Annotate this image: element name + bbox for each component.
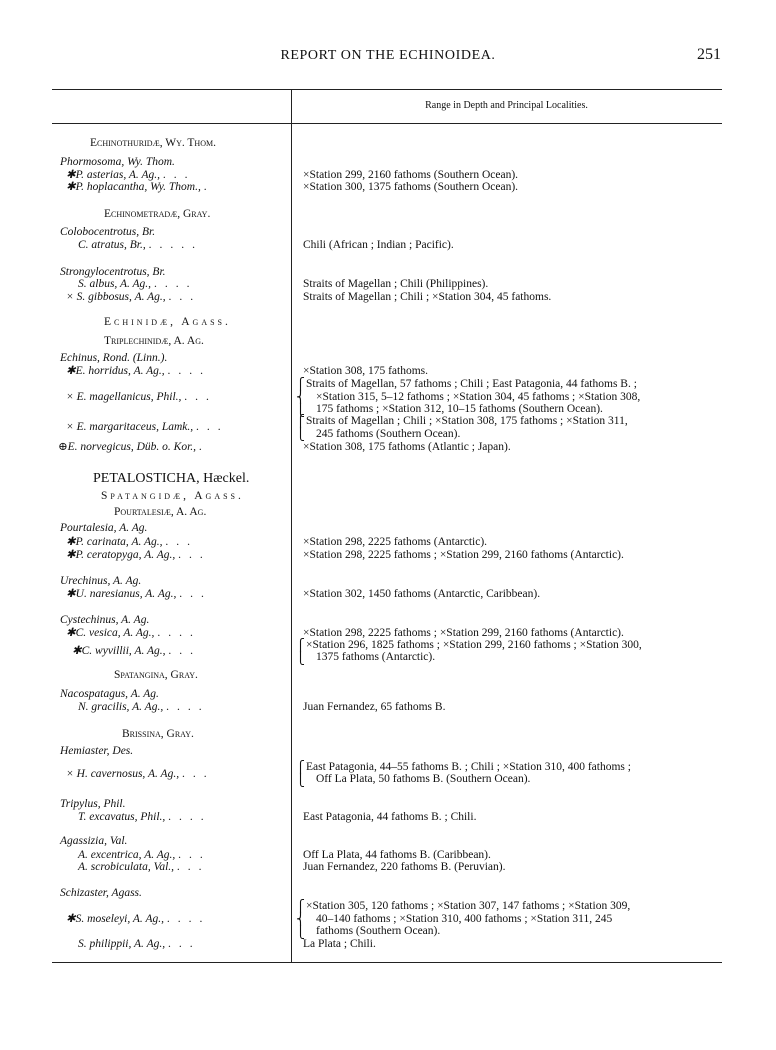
genus-name: Urechinus, A. Ag. [60,575,142,587]
subfamily-heading: Triplechinidæ, A. Ag. [104,335,204,347]
subfamily-heading: Pourtalesiæ, A. Ag. [114,506,207,518]
species-name: ✱U. naresianus, A. Ag., [66,588,177,600]
leader-dots: ... [167,938,201,950]
species-name: T. excavatus, Phil., [78,811,166,823]
genus-name: Tripylus, Phil. [60,798,126,810]
leader-dots: .... [166,701,210,713]
brace-glyph: ⎧ ⎩ [296,638,305,665]
leader-dots: .... [153,278,198,290]
locality-text: Chili (African ; Indian ; Pacific). [303,239,454,251]
species-name: S. philippii, A. Ag., [78,938,166,950]
leader-dots: ..... [148,239,203,251]
species-name: S. albus, A. Ag., [78,278,152,290]
locality-text: ×Station 298, 2225 fathoms (Antarctic). [303,536,488,548]
brace-glyph: ⎧ ⎩ [296,760,305,787]
species-name: ✱C. vesica, A. Ag., [66,627,155,639]
locality-text: ×Station 305, 120 fathoms ; ×Station 307, 147 fathoms ; ×Station 309, [306,900,631,912]
species-name: × E. margaritaceus, Lamk., [66,421,194,433]
brace-glyph: ⎧ ⎨ ⎩ [296,899,305,939]
leader-dots: . [203,181,215,193]
header-rule [52,123,722,124]
leader-dots: ... [196,421,229,433]
family-heading: Echinothuridæ, Wy. Thom. [90,137,216,149]
family-heading: Echinometradæ, Gray. [104,208,211,220]
leader-dots: .... [157,627,201,639]
leader-dots: ... [165,536,199,548]
family-heading: Spatangidæ, Agass. [101,490,244,502]
subfamily-heading: Brissina, Gray. [122,728,194,740]
leader-dots: ... [168,645,202,657]
genus-name: Pourtalesia, A. Ag. [60,522,148,534]
leader-dots: .... [166,913,211,925]
locality-text: Straits of Magellan ; Chili ; ×Station 304, 45 fathoms. [303,291,552,303]
species-name: C. atratus, Br., [78,239,146,251]
leader-dots: . [198,441,210,453]
page-header-title: REPORT ON THE ECHINOIDEA. [280,48,496,63]
genus-name: Cystechinus, A. Ag. [60,614,150,626]
genus-name: Strongylocentrotus, Br. [60,266,166,278]
locality-text: ×Station 315, 5–12 fathoms ; ×Station 304, 45 fathoms ; ×Station 308, [316,391,641,403]
species-name: ✱P. ceratopyga, A. Ag., [66,549,176,561]
locality-text: Straits of Magellan ; Chili ; ×Station 308, 175 fathoms ; ×Station 311, [306,415,628,427]
locality-text: ×Station 308, 175 fathoms. [303,365,428,377]
leader-dots: ... [162,169,196,181]
species-name: N. gracilis, A. Ag., [78,701,164,713]
subfamily-heading: Spatangina, Gray. [114,669,198,681]
species-name: × H. cavernosus, A. Ag., [66,768,180,780]
leader-dots: ... [179,588,212,600]
genus-name: Colobocentrotus, Br. [60,226,156,238]
locality-text: La Plata ; Chili. [303,938,376,950]
species-name: × S. gibbosus, A. Ag., [66,291,166,303]
locality-text: 1375 fathoms (Antarctic). [316,651,436,663]
locality-text: Juan Fernandez, 65 fathoms B. [303,701,446,713]
genus-name: Nacospatagus, A. Ag. [60,688,159,700]
locality-text: Juan Fernandez, 220 fathoms B. (Peruvian). [303,861,506,873]
species-name: ⊕E. norvegicus, Düb. o. Kor., [58,441,197,453]
locality-text: ×Station 298, 2225 fathoms ; ×Station 299, 2160 fathoms (Antarctic). [303,549,624,561]
column-header-range: Range in Depth and Principal Localities. [425,100,588,111]
species-name: ✱C. wyvillii, A. Ag., [72,645,166,657]
locality-text: Straits of Magellan ; Chili (Philippines). [303,278,489,290]
locality-text: 175 fathoms ; ×Station 312, 10–15 fathoms (Southern Ocean). [316,403,603,415]
locality-text: ×Station 302, 1450 fathoms (Antarctic, Caribbean). [303,588,541,600]
locality-text: ×Station 308, 175 fathoms (Atlantic ; Japan). [303,441,511,453]
species-name: ✱P. hoplacantha, Wy. Thom., [66,181,201,193]
locality-text: Off La Plata, 44 fathoms B. (Caribbean). [303,849,491,861]
family-heading: Echinidæ, Agass. [104,316,231,328]
leader-dots: ... [181,768,215,780]
locality-text: Straits of Magellan, 57 fathoms ; Chili ; East Patagonia, 44 fathoms B. ; [306,378,637,390]
locality-text: East Patagonia, 44 fathoms B. ; Chili. [303,811,477,823]
brace-glyph: ⎧ ⎩ [296,414,305,441]
leader-dots: ... [178,849,211,861]
page-number: 251 [697,46,721,63]
species-name: ✱P. asterias, A. Ag., [66,169,160,181]
locality-text: fathoms (Southern Ocean). [316,925,441,937]
species-name: ✱S. moseleyi, A. Ag., [66,913,165,925]
genus-name: Agassizia, Val. [60,835,128,847]
genus-name: Phormosoma, Wy. Thom. [60,156,175,168]
species-name: ✱E. horridus, A. Ag., [66,365,165,377]
locality-text: ×Station 299, 2160 fathoms (Southern Ocean). [303,169,519,181]
species-name: A. scrobiculata, Val., [78,861,175,873]
order-heading: PETALOSTICHA, Hæckel. [93,471,250,486]
species-name: × E. magellanicus, Phil., [66,391,182,403]
leader-dots: .... [167,365,212,377]
leader-dots: ... [176,861,210,873]
locality-text: 245 fathoms (Southern Ocean). [316,428,461,440]
leader-dots: .... [168,811,212,823]
genus-name: Schizaster, Agass. [60,887,142,899]
locality-text: 40–140 fathoms ; ×Station 310, 400 fathoms ; ×Station 311, 245 [316,913,613,925]
leader-dots: ... [178,549,211,561]
locality-text: ×Station 300, 1375 fathoms (Southern Ocean). [303,181,519,193]
locality-text: ×Station 296, 1825 fathoms ; ×Station 299, 2160 fathoms ; ×Station 300, [306,639,642,651]
genus-name: Hemiaster, Des. [60,745,134,757]
column-divider [291,89,292,963]
locality-text: East Patagonia, 44–55 fathoms B. ; Chili ; ×Station 310, 400 fathoms ; [306,761,631,773]
leader-dots: ... [168,291,202,303]
locality-text: Off La Plata, 50 fathoms B. (Southern Ocean). [316,773,531,785]
species-name: ✱P. carinata, A. Ag., [66,536,163,548]
brace-glyph: ⎧ ⎨ ⎩ [296,377,305,417]
locality-text: ×Station 298, 2225 fathoms ; ×Station 299, 2160 fathoms (Antarctic). [303,627,624,639]
species-name: A. excentrica, A. Ag., [78,849,176,861]
genus-name: Echinus, Rond. (Linn.). [60,352,168,364]
leader-dots: ... [184,391,217,403]
